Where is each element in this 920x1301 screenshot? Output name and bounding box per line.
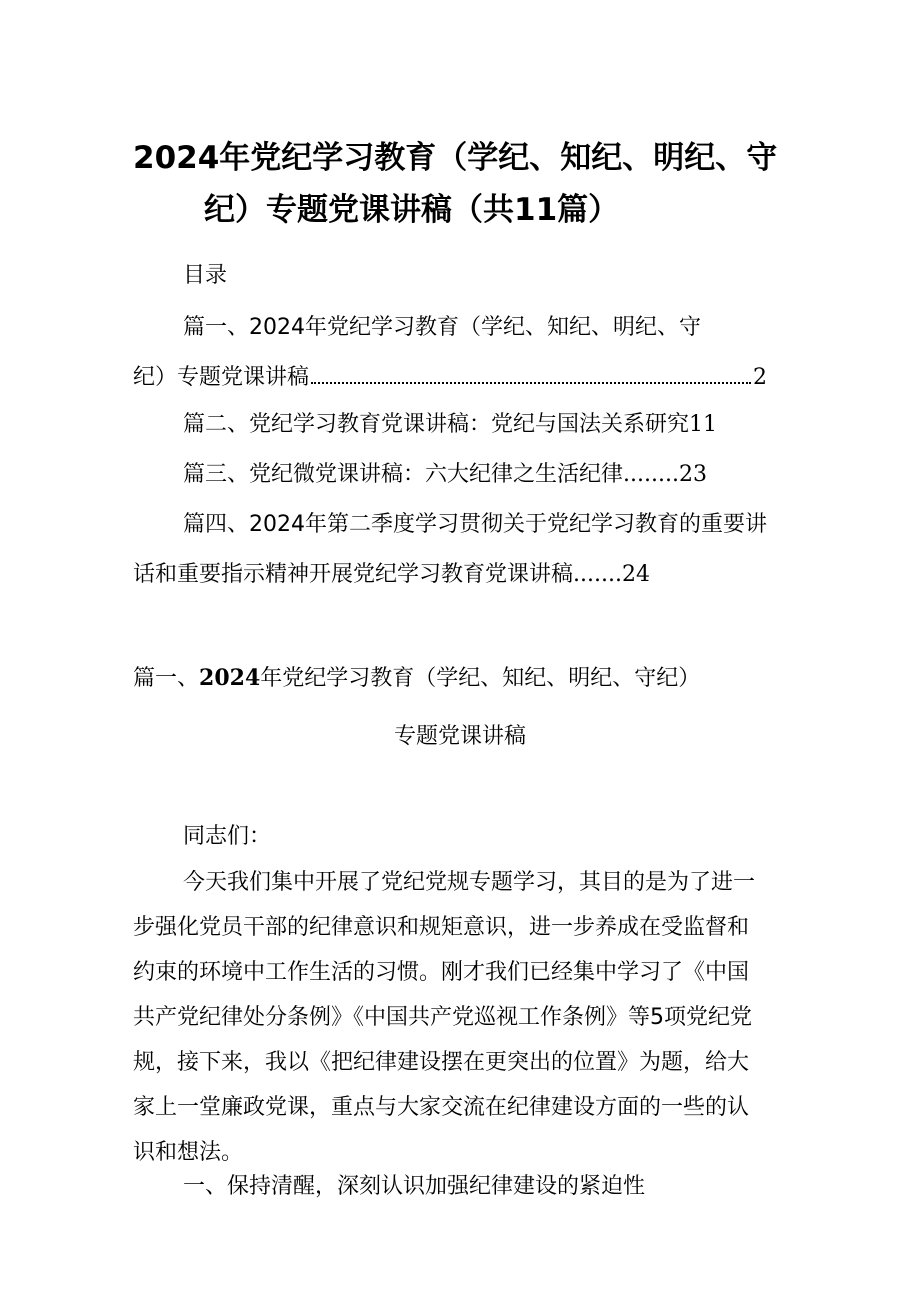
paragraph-line: 规，接下来，我以《把纪律建设摆在更突出的位置》为题，给大 — [133, 1050, 750, 1075]
toc-label: 目录 — [183, 263, 228, 288]
toc-entry-1-line-1[interactable]: 篇一、2024年党纪学习教育（学纪、知纪、明纪、守 — [183, 315, 701, 340]
document-title-line-2: 纪）专题党课讲稿（共11篇） — [204, 192, 620, 228]
toc-entry-3[interactable] — [183, 458, 707, 492]
section-1-heading-prefix: 篇一、 — [133, 666, 200, 691]
toc-entry-1-line-2[interactable] — [133, 360, 767, 395]
section-1-subheading: 专题党课讲稿 — [393, 724, 526, 749]
paragraph-line: 约束的环境中工作生活的习惯。刚才我们已经集中学习了《中国 — [133, 960, 750, 985]
document-title-line-1: 2024年党纪学习教育（学纪、知纪、明纪、守 — [133, 140, 778, 176]
section-1-heading — [133, 661, 700, 696]
paragraph-line: 共产党纪律处分条例》《中国共产党巡视工作条例》等5项党纪党 — [133, 1005, 752, 1030]
paragraph-line: 识和想法。 — [133, 1140, 244, 1165]
toc-entry-4-dots: ....... — [573, 562, 622, 587]
toc-entry-4-line-2[interactable] — [133, 558, 650, 592]
section-1-heading-rest: 年党纪学习教育（学纪、知纪、明纪、守纪） — [260, 666, 701, 691]
toc-entry-2-text: 篇二、党纪学习教育党课讲稿：党纪与国法关系研究 — [183, 412, 690, 437]
toc-entry-2-page: 11 — [689, 412, 718, 437]
toc-entry-3-text: 篇三、党纪微党课讲稿：六大纪律之生活纪律 — [183, 462, 624, 487]
toc-entry-3-dots: ........ — [623, 462, 679, 487]
toc-entry-4-page: 24 — [621, 562, 650, 587]
paragraph-line: 家上一堂廉政党课，重点与大家交流在纪律建设方面的一些的认 — [133, 1095, 750, 1120]
paragraph-line: 步强化党员干部的纪律意识和规矩意识，进一步养成在受监督和 — [133, 915, 750, 940]
paragraph-line: 今天我们集中开展了党纪党规专题学习，其目的是为了进一 — [183, 870, 756, 895]
toc-entry-1-text: 纪）专题党课讲稿 — [133, 365, 310, 390]
toc-entry-3-page: 23 — [678, 462, 707, 487]
first-point-heading: 一、保持清醒，深刻认识加强纪律建设的紧迫性 — [183, 1174, 646, 1199]
greeting: 同志们： — [183, 824, 272, 849]
toc-entry-1-page: 2 — [753, 365, 768, 390]
toc-entry-2[interactable] — [183, 408, 717, 442]
toc-entry-4-text: 话和重要指示精神开展党纪学习教育党课讲稿 — [133, 562, 574, 587]
toc-entry-1-leader — [311, 360, 751, 384]
section-1-heading-year: 2024 — [199, 665, 261, 691]
toc-entry-4-line-1[interactable]: 篇四、2024年第二季度学习贯彻关于党纪学习教育的重要讲 — [183, 512, 767, 537]
